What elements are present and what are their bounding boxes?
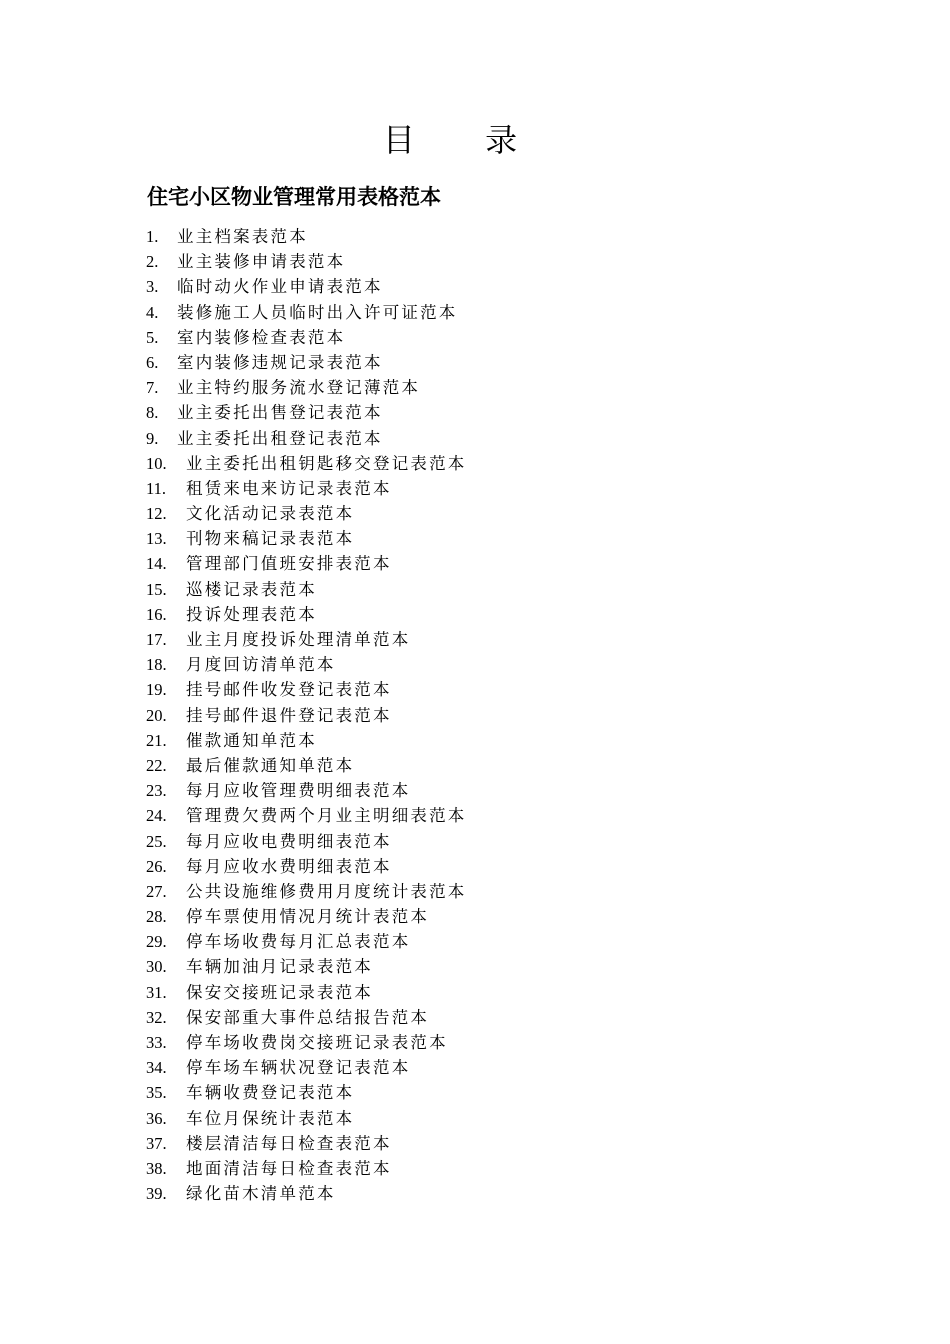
toc-entry[interactable]	[146, 274, 467, 299]
toc-entry-number: 4.	[146, 302, 159, 322]
toc-entry[interactable]	[146, 904, 467, 929]
toc-entry-number: 16.	[146, 604, 167, 624]
toc-entry-title: 管理部门值班安排表范本	[186, 554, 392, 574]
toc-entry-title: 投诉处理表范本	[186, 604, 317, 624]
toc-entry-number: 9.	[146, 428, 159, 448]
toc-entry[interactable]	[146, 526, 467, 551]
toc-entry-title: 每月应收电费明细表范本	[186, 831, 392, 851]
toc-entry-title: 业主档案表范本	[177, 227, 308, 246]
toc-entry-title: 文化活动记录表范本	[186, 504, 355, 524]
toc-entry-number: 5.	[146, 327, 159, 347]
toc-entry[interactable]	[146, 400, 467, 425]
toc-entry-number: 32.	[146, 1007, 167, 1027]
toc-entry-number: 30.	[146, 957, 167, 977]
toc-entry[interactable]	[146, 1181, 467, 1206]
toc-entry-title: 每月应收水费明细表范本	[186, 856, 392, 876]
toc-entry[interactable]	[146, 778, 467, 803]
toc-entry-title: 车辆收费登记表范本	[186, 1083, 355, 1103]
toc-entry[interactable]	[146, 300, 467, 325]
toc-entry-title: 管理费欠费两个月业主明细表范本	[186, 806, 467, 826]
toc-entry-number: 27.	[146, 881, 167, 901]
toc-entry-number: 31.	[146, 982, 167, 1002]
toc-entry-number: 20.	[146, 705, 167, 725]
toc-list	[146, 224, 467, 1206]
toc-entry[interactable]	[146, 652, 467, 677]
toc-entry[interactable]	[146, 350, 467, 375]
toc-entry-title: 刊物来稿记录表范本	[186, 529, 355, 549]
toc-entry[interactable]	[146, 1055, 467, 1080]
toc-entry-number: 18.	[146, 655, 167, 675]
toc-entry[interactable]	[146, 677, 467, 702]
toc-entry[interactable]	[146, 1156, 467, 1181]
section-heading: 住宅小区物业管理常用表格范本	[147, 184, 441, 209]
toc-entry[interactable]	[146, 1005, 467, 1030]
toc-entry-number: 7.	[146, 378, 159, 398]
toc-entry-number: 15.	[146, 579, 167, 599]
toc-entry-number: 28.	[146, 907, 167, 927]
toc-entry-title: 楼层清洁每日检查表范本	[186, 1133, 392, 1153]
toc-entry-title: 保安部重大事件总结报告范本	[186, 1007, 430, 1027]
toc-entry-number: 34.	[146, 1058, 167, 1078]
toc-entry[interactable]	[146, 325, 467, 350]
toc-entry[interactable]	[146, 249, 467, 274]
toc-entry-number: 17.	[146, 630, 167, 649]
toc-entry[interactable]	[146, 451, 467, 476]
toc-entry-title: 室内装修检查表范本	[177, 327, 346, 347]
toc-entry-number: 24.	[146, 806, 167, 826]
toc-entry[interactable]	[146, 577, 467, 602]
toc-entry[interactable]	[146, 551, 467, 576]
toc-entry-title: 月度回访清单范本	[186, 655, 336, 675]
toc-entry-title: 业主月度投诉处理清单范本	[186, 630, 411, 649]
toc-entry-title: 最后催款通知单范本	[186, 755, 355, 775]
toc-entry-number: 23.	[146, 781, 167, 801]
toc-entry-number: 26.	[146, 856, 167, 876]
toc-entry[interactable]	[146, 1080, 467, 1105]
toc-entry-title: 室内装修违规记录表范本	[177, 352, 383, 372]
toc-entry-title: 停车场车辆状况登记表范本	[186, 1058, 411, 1078]
toc-entry-number: 35.	[146, 1083, 167, 1103]
toc-entry[interactable]	[146, 602, 467, 627]
toc-entry-title: 装修施工人员临时出入许可证范本	[177, 302, 458, 322]
toc-entry-number: 39.	[146, 1184, 167, 1204]
toc-entry-number: 29.	[146, 932, 167, 952]
toc-entry-number: 12.	[146, 504, 167, 524]
toc-entry[interactable]	[146, 980, 467, 1005]
toc-entry-title: 车位月保统计表范本	[186, 1108, 355, 1128]
toc-entry-number: 6.	[146, 352, 159, 372]
toc-entry-title: 业主委托出售登记表范本	[177, 403, 383, 423]
toc-entry-number: 2.	[146, 252, 159, 272]
toc-entry-number: 38.	[146, 1158, 167, 1178]
toc-entry[interactable]	[146, 501, 467, 526]
toc-entry[interactable]	[146, 829, 467, 854]
toc-entry[interactable]	[146, 753, 467, 778]
toc-entry-title: 业主委托出租钥匙移交登记表范本	[186, 453, 467, 473]
toc-entry[interactable]	[146, 728, 467, 753]
toc-entry-number: 33.	[146, 1033, 167, 1052]
toc-entry[interactable]	[146, 929, 467, 954]
toc-entry-title: 绿化苗木清单范本	[186, 1184, 336, 1204]
page-title: 目 录	[382, 121, 548, 159]
toc-entry-title: 停车票使用情况月统计表范本	[186, 907, 430, 927]
toc-entry-number: 21.	[146, 730, 167, 750]
toc-entry-title: 业主装修申请表范本	[177, 252, 346, 272]
toc-entry-number: 25.	[146, 831, 167, 851]
toc-entry-title: 巡楼记录表范本	[186, 579, 317, 599]
toc-entry-number: 13.	[146, 529, 167, 549]
toc-entry-title: 租赁来电来访记录表范本	[186, 478, 392, 498]
toc-entry-number: 37.	[146, 1133, 167, 1153]
toc-entry[interactable]	[146, 803, 467, 828]
toc-entry-number: 22.	[146, 755, 167, 775]
toc-entry[interactable]	[146, 879, 467, 904]
toc-entry[interactable]	[146, 1030, 467, 1055]
toc-entry-title: 挂号邮件收发登记表范本	[186, 680, 392, 700]
toc-entry-title: 停车场收费每月汇总表范本	[186, 932, 411, 952]
toc-entry-title: 地面清洁每日检查表范本	[186, 1158, 392, 1178]
toc-entry-number: 36.	[146, 1108, 167, 1128]
toc-entry-title: 公共设施维修费用月度统计表范本	[186, 881, 467, 901]
toc-entry-title: 催款通知单范本	[186, 730, 317, 750]
toc-entry-title: 每月应收管理费明细表范本	[186, 781, 411, 801]
toc-entry[interactable]	[146, 854, 467, 879]
toc-entry-number: 11.	[146, 478, 167, 498]
toc-entry[interactable]	[146, 426, 467, 451]
toc-entry[interactable]	[146, 703, 467, 728]
toc-entry-title: 业主委托出租登记表范本	[177, 428, 383, 448]
toc-entry[interactable]	[146, 476, 467, 501]
toc-entry[interactable]	[146, 954, 467, 979]
toc-entry-number: 8.	[146, 403, 159, 423]
toc-entry[interactable]	[146, 627, 467, 652]
toc-entry-title: 业主特约服务流水登记薄范本	[177, 378, 421, 398]
toc-entry-number: 1.	[146, 227, 159, 246]
toc-entry[interactable]	[146, 1131, 467, 1156]
toc-entry-number: 10.	[146, 453, 167, 473]
toc-entry-title: 保安交接班记录表范本	[186, 982, 373, 1002]
toc-entry-title: 临时动火作业申请表范本	[177, 277, 383, 297]
toc-entry-number: 3.	[146, 277, 159, 297]
toc-entry-title: 停车场收费岗交接班记录表范本	[186, 1033, 448, 1052]
toc-entry-title: 车辆加油月记录表范本	[186, 957, 373, 977]
toc-entry[interactable]	[146, 224, 467, 249]
toc-entry[interactable]	[146, 1106, 467, 1131]
toc-entry-title: 挂号邮件退件登记表范本	[186, 705, 392, 725]
toc-entry[interactable]	[146, 375, 467, 400]
toc-entry-number: 19.	[146, 680, 167, 700]
toc-entry-number: 14.	[146, 554, 167, 574]
